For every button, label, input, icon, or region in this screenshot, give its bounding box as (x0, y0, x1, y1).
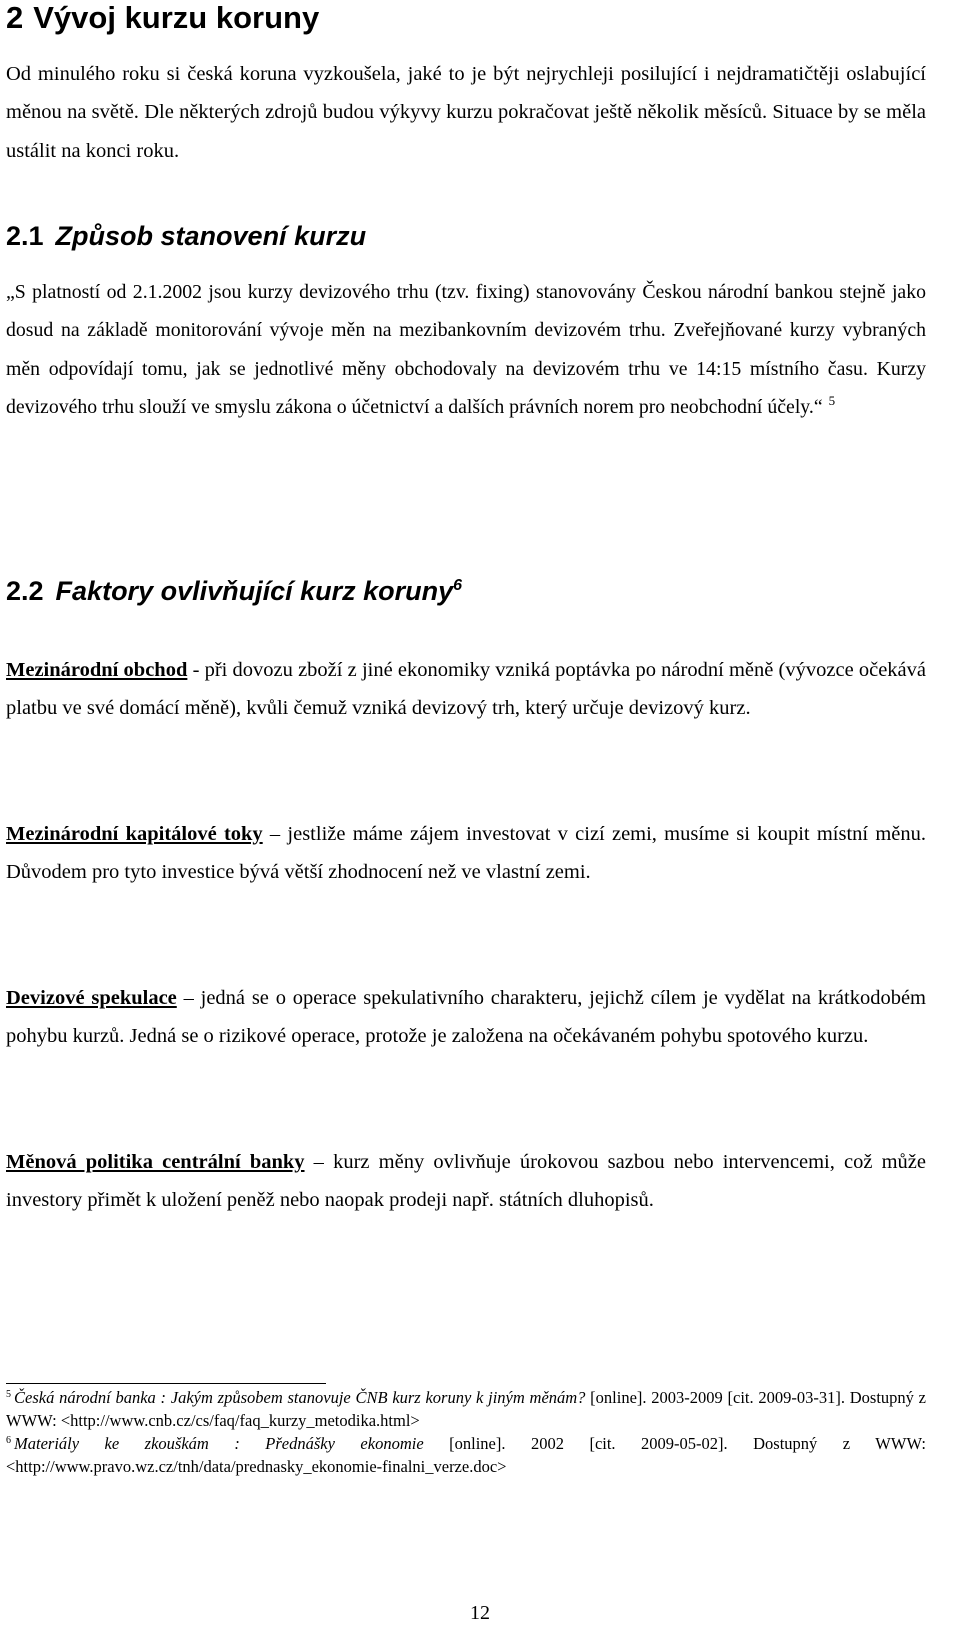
footnote-ref-5[interactable]: 5 (828, 393, 836, 409)
factor-text: – kurz měny ovlivňuje úrokovou sazbou nebo intervencemi, což může investory přimět k uložení peněž nebo naopak prodeji např. státních dluhopisů. (6, 1151, 926, 1212)
footnote (6, 1386, 926, 1432)
footnote-separator (6, 1383, 326, 1384)
factor-text: – jedná se o operace spekulativního charakteru, jejichž cílem je vydělat na krátkodobém pohybu kurzů. Jedná se o rizikové operace, protože je založena na očekávaném pohybu spotového kurzu. (6, 987, 926, 1048)
footnote-source: [online]. 2002 [cit. 2009-05-02]. Dostupný z WWW: <http://www.pravo.wz.cz/tnh/data/prednasky_ekonomie-finalni_verze.doc> (6, 1434, 926, 1476)
section-2-2-heading (6, 574, 462, 608)
factor-term: Devizové spekulace (6, 987, 177, 1009)
factor-term: Mezinárodní obchod (6, 659, 188, 681)
section-2-1-title: Způsob stanovení kurzu (55, 221, 367, 251)
footnote-title: Česká národní banka : Jakým způsobem stanovuje ČNB kurz koruny k jiným měnám? (14, 1388, 586, 1407)
factor-term: Mezinárodní kapitálové toky (6, 823, 263, 845)
footnote-number: 5 (6, 1388, 11, 1400)
section-2-1-text: „S platností od 2.1.2002 jsou kurzy devizového trhu (tzv. fixing) stanovovány Českou národní bankou stejně jako dosud na základě monitorování vývoje měn na mezibankovním devizovém trhu. Zveřejňované kurzy vybraných měn odpovídají tomu, jak se jednotlivé měny obchodovaly na devizovém trhu ve 14:15 místního času. Kurzy devizového trhu slouží ve smyslu zákona o účetnictví a dalších právních norem pro neobchodní účely.“ (6, 281, 926, 418)
footnotes (6, 1386, 926, 1478)
section-2-1-number: 2.1 (6, 221, 44, 251)
footnote-source: [online]. 2003-2009 [cit. 2009-03-31]. Dostupný z WWW: <http://www.cnb.cz/cs/faq/faq_kurzy_metodika.html> (6, 1388, 926, 1430)
footnote-ref-6[interactable]: 6 (453, 577, 463, 594)
factor-text: – jestliže máme zájem investovat v cizí zemi, musíme si koupit místní měnu. Důvodem pro tyto investice bývá větší zhodnocení než ve vlastní zemi. (6, 823, 926, 884)
footnote (6, 1432, 926, 1478)
section-2-2-number: 2.2 (6, 576, 44, 606)
section-2-1-heading (6, 219, 366, 253)
chapter-title: Vývoj kurzu koruny (33, 0, 320, 35)
section-2-2-title: Faktory ovlivňující kurz koruny (55, 576, 454, 606)
section-2-1-paragraph (6, 273, 926, 426)
intro-paragraph: Od minulého roku si česká koruna vyzkoušela, jaké to je být nejrychleji posilující i nejdramatičtěji oslabující měnou na světě. Dle některých zdrojů budou výkyvy kurzu pokračovat ještě několik měsíců. Situace by se měla ustálit na konci roku. (6, 63, 926, 162)
factor-paragraph (6, 979, 926, 1056)
factor-paragraph (6, 815, 926, 892)
factor-text: - při dovozu zboží z jiné ekonomiky vzniká poptávka po národní měně (vývozce očekává platbu ve své domácí měně), kvůli čemuž vzniká devizový trh, který určuje devizový kurz. (6, 659, 927, 720)
footnote-number: 6 (6, 1434, 11, 1446)
chapter-heading (6, 0, 319, 36)
footnote-title: Materiály ke zkouškám : Přednášky ekonomie (14, 1434, 424, 1453)
factor-term: Měnová politika centrální banky (6, 1151, 305, 1173)
page-number: 12 (470, 1602, 490, 1624)
chapter-number: 2 (6, 0, 24, 35)
factor-paragraph (6, 651, 926, 728)
factor-paragraph (6, 1143, 926, 1220)
